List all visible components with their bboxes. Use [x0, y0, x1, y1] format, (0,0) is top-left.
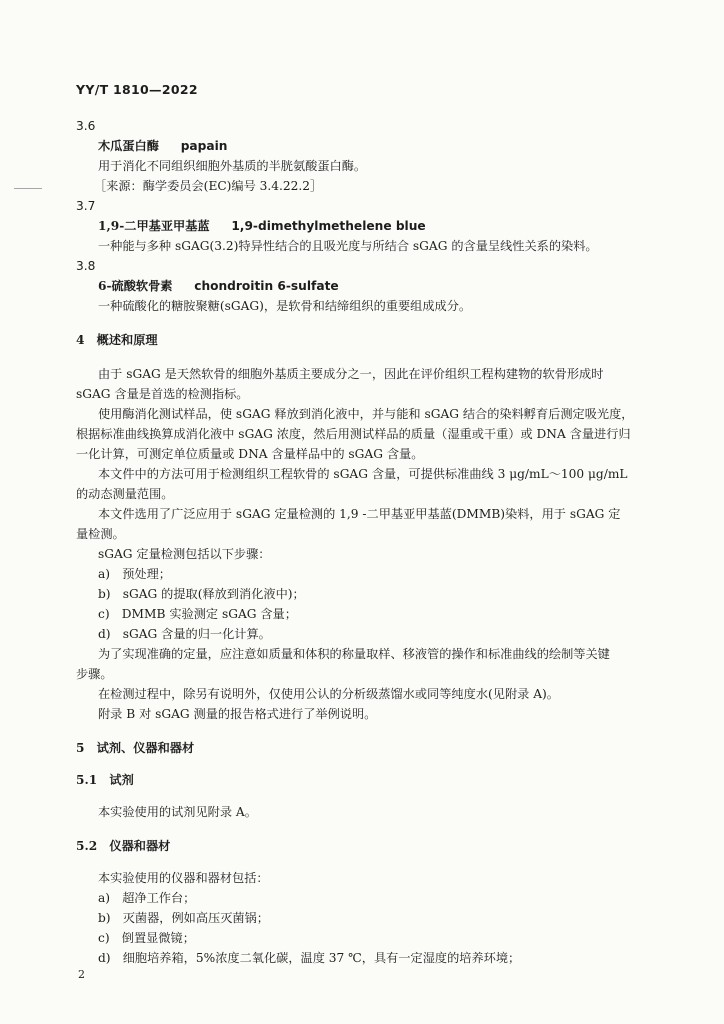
page-number: 2 [78, 968, 85, 981]
term-papain [98, 136, 227, 156]
list-item: d) 细胞培养箱，5%浓度二氧化碳，温度 37 ℃，具有一定湿度的培养环境； [98, 951, 521, 965]
paragraph-line: 本文件选用了广泛应用于 sGAG 定量检测的 1,9 -二甲基亚甲基蓝(DMMB)染料，用于 sGAG 定 [98, 507, 621, 521]
list-item: d) sGAG 含量的归一化计算。 [98, 627, 271, 641]
definition-text: 一种硫酸化的糖胺聚糖(sGAG)，是软骨和结缔组织的重要组成成分。 [98, 299, 472, 313]
paragraph-line: 本实验使用的仪器和器材包括： [98, 871, 269, 885]
section-4-heading: 4 概述和原理 [76, 333, 158, 347]
margin-mark [14, 188, 42, 189]
paragraph-line: 由于 sGAG 是天然软骨的细胞外基质主要成分之一，因此在评价组织工程构建物的软骨形成时 [98, 367, 604, 381]
clause-number-3-6: 3.6 [76, 119, 96, 133]
definition-text: 一种能与多种 sGAG(3.2)特异性结合的且吸光度与所结合 sGAG 的含量呈线性关系的染料。 [98, 239, 598, 253]
term-cn: 1,9-二甲基亚甲基蓝 [98, 219, 210, 233]
paragraph-line: 根据标准曲线换算成消化液中 sGAG 浓度，然后用测试样品的质量（湿重或干重）或 DNA 含量进行归 [76, 427, 631, 441]
term-chondroitin [98, 276, 339, 296]
term-en: chondroitin 6-sulfate [194, 279, 339, 293]
document-header: YY/T 1810—2022 [76, 82, 198, 97]
clause-number-3-8: 3.8 [76, 259, 96, 273]
paragraph-line: 使用酶消化测试样品，使 sGAG 释放到消化液中，并与能和 sGAG 结合的染料孵育后测定吸光度， [98, 407, 634, 421]
list-item: c) 倒置显微镜； [98, 931, 195, 945]
paragraph-line: sGAG 含量是首选的检测指标。 [76, 387, 249, 401]
term-en: 1,9-dimethylmethelene blue [231, 219, 426, 233]
paragraph-line: 量检测。 [76, 527, 125, 541]
paragraph-line: 一化计算，可测定单位质量或 DNA 含量样品中的 sGAG 含量。 [76, 447, 424, 461]
list-item: b) 灭菌器，例如高压灭菌锅； [98, 911, 269, 925]
section-5-heading: 5 试剂、仪器和器材 [76, 741, 195, 755]
term-dmmb [98, 216, 426, 236]
term-cn: 6-硫酸软骨素 [98, 279, 173, 293]
paragraph-line: 步骤。 [76, 667, 113, 681]
section-5-2-heading: 5.2 仪器和器材 [76, 839, 171, 853]
section-5-1-heading: 5.1 试剂 [76, 773, 134, 787]
definition-text: 用于消化不同组织细胞外基质的半胱氨酸蛋白酶。 [98, 159, 367, 173]
paragraph-line: 在检测过程中，除另有说明外，仅使用公认的分析级蒸馏水或同等纯度水(见附录 A)。 [98, 687, 559, 701]
list-item: a) 超净工作台； [98, 891, 196, 905]
paragraph-line: 为了实现准确的定量，应注意如质量和体积的称量取样、移液管的操作和标准曲线的绘制等关键 [98, 647, 610, 661]
definition-source: ［来源：酶学委员会(EC)编号 3.4.22.2］ [94, 179, 323, 193]
list-item: b) sGAG 的提取(释放到消化液中)； [98, 587, 305, 601]
paragraph-line: 本文件中的方法可用于检测组织工程软骨的 sGAG 含量，可提供标准曲线 3 μg/mL～100 μg/mL [98, 467, 628, 481]
term-en: papain [180, 139, 228, 153]
paragraph-line: sGAG 定量检测包括以下步骤： [98, 547, 271, 561]
paragraph-line: 附录 B 对 sGAG 测量的报告格式进行了举例说明。 [98, 707, 377, 721]
paragraph-line: 本实验使用的试剂见附录 A。 [98, 805, 257, 819]
list-item: a) 预处理； [98, 567, 171, 581]
list-item: c) DMMB 实验测定 sGAG 含量； [98, 607, 297, 621]
paragraph-line: 的动态测量范围。 [76, 487, 174, 501]
clause-number-3-7: 3.7 [76, 199, 96, 213]
term-cn: 木瓜蛋白酶 [98, 139, 159, 153]
